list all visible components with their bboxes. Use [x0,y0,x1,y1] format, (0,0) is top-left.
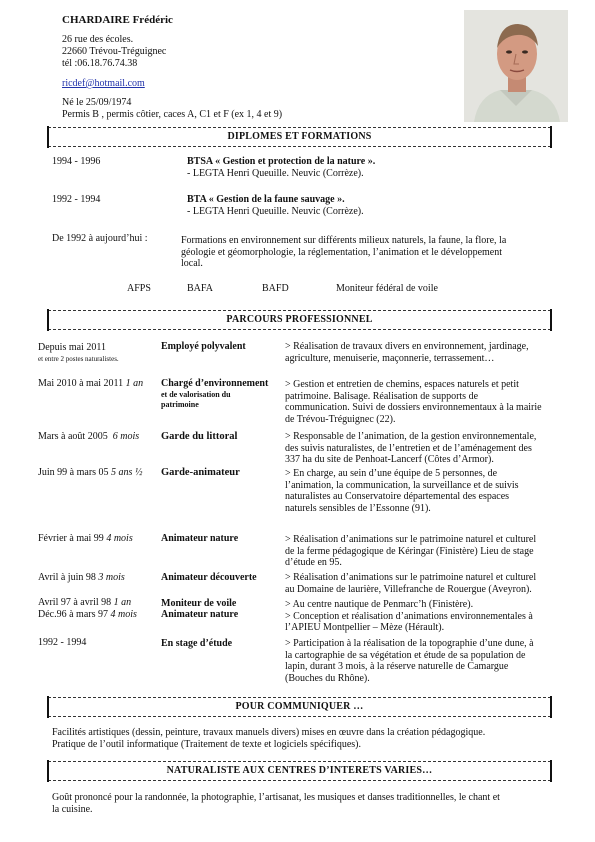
section-interets-header: NATURALISTE AUX CENTRES D’INTERETS VARIES… [48,761,551,781]
job-title: Garde-animateur [161,467,240,478]
address-line-2: 22660 Trévou-Tréguignec [62,46,167,57]
job-description: > Participation à la réalisation de la topographie d’une dune, à la cartographie de sa végétation et étude de sa population de lapin, durant 3 mois, à la réserve naturelle de Camargue (Bouches du Rhône). [285,638,534,684]
job-title: Garde du littoral [161,431,238,442]
communiquer-text: Facilités artistiques (dessin, peinture, travaux manuels divers) mises en œuvre dans la création pédagogique. Pratique de l’outil informatique (Traitement de texte et logiciels spécifiques). [52,727,486,750]
email-link[interactable]: ricdef@hotmail.com [62,78,145,89]
job-description: > Gestion et entretien de chemins, espaces naturels et petit patrimoine. Balisage. Réalisation de supports de communication. Suivi de dossiers environnementaux à la mairie de Trévou-Tréguignec (22). [285,379,542,425]
job-date: Février à mai 99 4 mois [38,533,133,544]
phone: tél :06.18.76.74.38 [62,58,138,69]
section-communiquer-header: POUR COMMUNIQUER … [48,697,551,717]
job-description: > Réalisation d’animations sur le patrimoine naturel et culturel de la ferme pédagogique de Kéringar (Finistère) Lieu de stage d’étude en 95. [285,534,537,568]
job-title-sub: et de valorisation du patrimoine [161,390,231,409]
cert-bafd: BAFD [262,283,289,294]
job-date: Avril 97 à avril 98 1 an [38,597,132,608]
interets-text: Goût prononcé pour la randonnée, la photographie, l’artisanat, les musiques et danses traditionnelles, le chant et la cuisine. [52,792,500,815]
job-title: En stage d’étude [161,638,233,649]
job-description: > Au centre nautique de Penmarc’h (Finistère). > Conception et réalisation d’animations environnementales à l’APIEU Montpellier – Mèze (Hérault). [285,599,533,633]
diploma-school: - LEGTA Henri Queuille. Neuvic (Corrèze). [187,168,364,179]
section-diplomes-header: DIPLOMES ET FORMATIONS [48,127,551,147]
job-title: Moniteur de voile [161,598,237,609]
diploma-date: 1992 - 1994 [52,194,101,205]
job-date: Depuis mai 2011 [38,342,106,353]
job-description: > En charge, au sein d’une équipe de 5 personnes, de l’animation, la communication, la surveillance et de suivis naturalistes au Conservatoire départemental des espaces naturels sensibles de l’Essonne (91). [285,468,519,514]
birth-date: Né le 25/09/1974 [62,97,132,108]
job-date: Mars à août 2005 6 mois [38,431,140,442]
job-date: Mai 2010 à mai 2011 1 an [38,378,144,389]
licenses: Permis B , permis côtier, caces A, C1 et F (ex 1, 4 et 9) [62,109,283,120]
cert-voile: Moniteur fédéral de voile [336,283,438,294]
job-description: > Réalisation de travaux divers en environnement, jardinage, agriculture, menuiserie, maçonnerie, terrassement… [285,341,529,364]
section-parcours-header: PARCOURS PROFESSIONNEL [48,310,551,330]
address-line-1: 26 rue des écoles. [62,34,134,45]
diploma-date: 1994 - 1996 [52,156,101,167]
cert-afps: AFPS [127,283,151,294]
job-title: Animateur nature [161,609,239,620]
job-title: Animateur découverte [161,572,257,583]
job-date-note: et entre 2 postes naturalistes. [38,355,119,363]
job-title: Chargé d’environnement [161,378,269,389]
diploma-title: BTA « Gestion de la faune sauvage ». [187,194,345,205]
job-date: 1992 - 1994 [38,637,87,648]
job-description: > Réalisation d’animations sur le patrimoine naturel et culturel au Domaine de laurière, Villefranche de Rouergue (Aveyron). [285,572,537,595]
job-description: > Responsable de l’animation, de la gestion environnementale, des suivis naturalistes, de l’entretien et de l’aménagement des 337 ha du site de Penhoat-Lancerf (Côtes d’Armor). [285,431,537,465]
job-date: Déc.96 à mars 97 4 mois [38,609,137,620]
cert-bafa: BAFA [187,283,213,294]
job-date: Juin 99 à mars 05 5 ans ½ [38,467,143,478]
job-title: Employé polyvalent [161,341,246,352]
formation-date: De 1992 à aujourd’hui : [52,233,148,244]
diploma-school: - LEGTA Henri Queuille. Neuvic (Corrèze). [187,206,364,217]
formation-text: Formations en environnement sur différents milieux naturels, la faune, la flore, la géologie et géomorphologie, la réglementation, l’animation et le développement local. [181,235,507,269]
diploma-title: BTSA « Gestion et protection de la nature ». [187,156,376,167]
job-date: Avril à juin 98 3 mois [38,572,125,583]
candidate-name: CHARDAIRE Frédéric [62,14,173,26]
profile-photo [464,10,568,122]
job-title: Animateur nature [161,533,239,544]
